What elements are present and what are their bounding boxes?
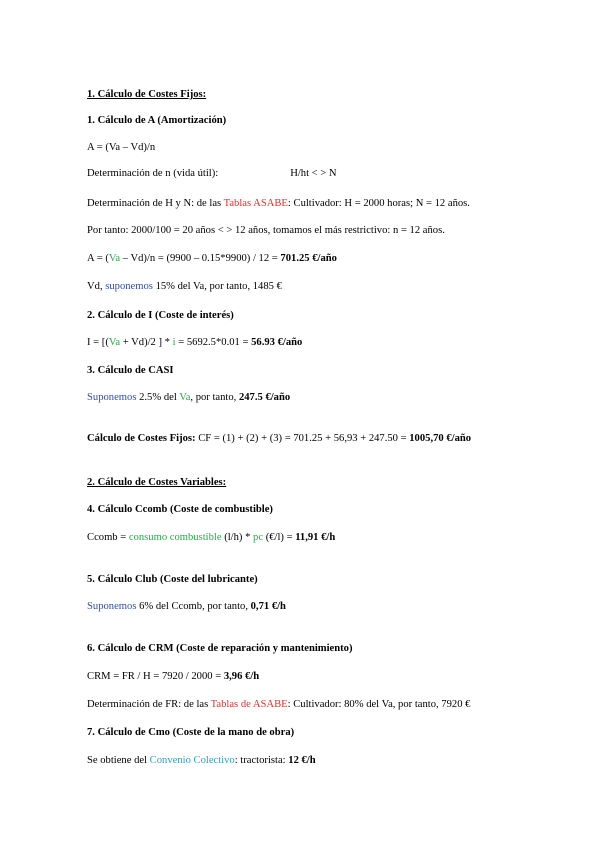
- asabe-tables-link[interactable]: Tablas de ASABE: [210, 699, 288, 710]
- lubricant-calc: [87, 600, 286, 613]
- a-calc-part: – Vd)/n = (9900 – 0.15*9900) / 12 =: [120, 253, 281, 264]
- collective-agreement-link[interactable]: Convenio Colectivo: [149, 755, 235, 766]
- fixed-costs-result: 1005,70 €/año: [409, 433, 472, 444]
- crm-formula: CRM = FR / H = 7920 / 2000 =: [87, 671, 224, 682]
- heading-amortization: 1. Cálculo de A (Amortización): [87, 115, 227, 126]
- casi-part: 2.5% del: [136, 392, 180, 403]
- i-term: i: [172, 337, 176, 348]
- heading-lubricant: 5. Cálculo Club (Coste del lubricante): [87, 574, 258, 585]
- therefore-line: Por tanto: 2000/100 = 20 años < > 12 años, tomamos el más restrictivo: n = 12 años.: [87, 225, 445, 236]
- cmo-part: : tractorista:: [234, 755, 289, 766]
- fixed-costs-total: [87, 432, 471, 445]
- amortization-formula: A = (Va – Vd)/n: [87, 142, 156, 153]
- fixed-costs-label: Cálculo de Costes Fijos:: [87, 433, 196, 444]
- amortization-calc: [87, 252, 337, 265]
- fuel-consumption-term: consumo combustible: [128, 532, 222, 543]
- section-title-variable-costs: 2. Cálculo de Costes Variables:: [87, 477, 227, 488]
- i-calc-part: + Vd)/2 ] *: [120, 337, 173, 348]
- heading-repair: 6. Cálculo de CRM (Coste de reparación y mantenimiento): [87, 643, 353, 654]
- casi-line: [87, 391, 290, 404]
- vd-line: [87, 280, 282, 293]
- vd-part: Vd,: [87, 281, 106, 292]
- asabe-tables-link[interactable]: Tablas ASABE: [223, 198, 288, 209]
- n-determination: [87, 167, 337, 180]
- heading-interest: 2. Cálculo de I (Coste de interés): [87, 310, 234, 321]
- heading-labor: 7. Cálculo de Cmo (Coste de la mano de obra): [87, 727, 295, 738]
- interest-calc: [87, 336, 302, 349]
- fuel-calc: [87, 531, 335, 544]
- va-term: Va: [108, 337, 121, 348]
- a-calc-part: A = (: [87, 253, 109, 264]
- suponemos-term: Suponemos: [87, 601, 137, 612]
- i-calc-part: = 5692.5*0.01 =: [175, 337, 252, 348]
- fr-suffix: : Cultivador: 80% del Va, por tanto, 7920 €: [287, 699, 471, 710]
- vd-part: 15% del Va, por tanto, 1485 €: [152, 281, 282, 292]
- repair-result: 3,96 €/h: [223, 671, 260, 682]
- casi-part: , por tanto,: [190, 392, 239, 403]
- cc-part: (l/h) *: [221, 532, 254, 543]
- suponemos-term: suponemos: [105, 281, 153, 292]
- heading-fuel: 4. Cálculo Ccomb (Coste de combustible): [87, 504, 273, 515]
- va-term: Va: [108, 253, 121, 264]
- hn-suffix: : Cultivador: H = 2000 horas; N = 12 años.: [287, 198, 470, 209]
- fuel-result: 11,91 €/h: [295, 532, 336, 543]
- section-title-fixed-costs: 1. Cálculo de Costes Fijos:: [87, 89, 207, 100]
- casi-result: 247.5 €/año: [238, 392, 291, 403]
- fr-prefix: Determinación de FR: de las: [87, 699, 211, 710]
- fr-determination: [87, 698, 470, 711]
- labor-result: 12 €/h: [288, 755, 316, 766]
- va-term: Va: [179, 392, 191, 403]
- hn-prefix: Determinación de H y N: de las: [87, 198, 224, 209]
- pc-term: pc: [253, 532, 264, 543]
- i-calc-part: I = [(: [87, 337, 109, 348]
- n-determination-value: H/ht < > N: [290, 168, 337, 179]
- interest-result: 56.93 €/año: [251, 337, 303, 348]
- cmo-part: Se obtiene del: [87, 755, 150, 766]
- n-determination-label: Determinación de n (vida útil):: [87, 168, 219, 179]
- fixed-costs-formula: CF = (1) + (2) + (3) = 701.25 + 56,93 + 247.50 =: [195, 433, 410, 444]
- amortization-result: 701.25 €/año: [280, 253, 337, 264]
- hn-determination: [87, 197, 470, 210]
- cc-part: Ccomb =: [87, 532, 129, 543]
- labor-line: [87, 754, 316, 767]
- heading-casi: 3. Cálculo de CASI: [87, 365, 174, 376]
- suponemos-term: Suponemos: [87, 392, 137, 403]
- lubricant-result: 0,71 €/h: [250, 601, 286, 612]
- repair-calc: [87, 670, 259, 683]
- club-part: 6% del Ccomb, por tanto,: [136, 601, 251, 612]
- cc-part: (€/l) =: [263, 532, 296, 543]
